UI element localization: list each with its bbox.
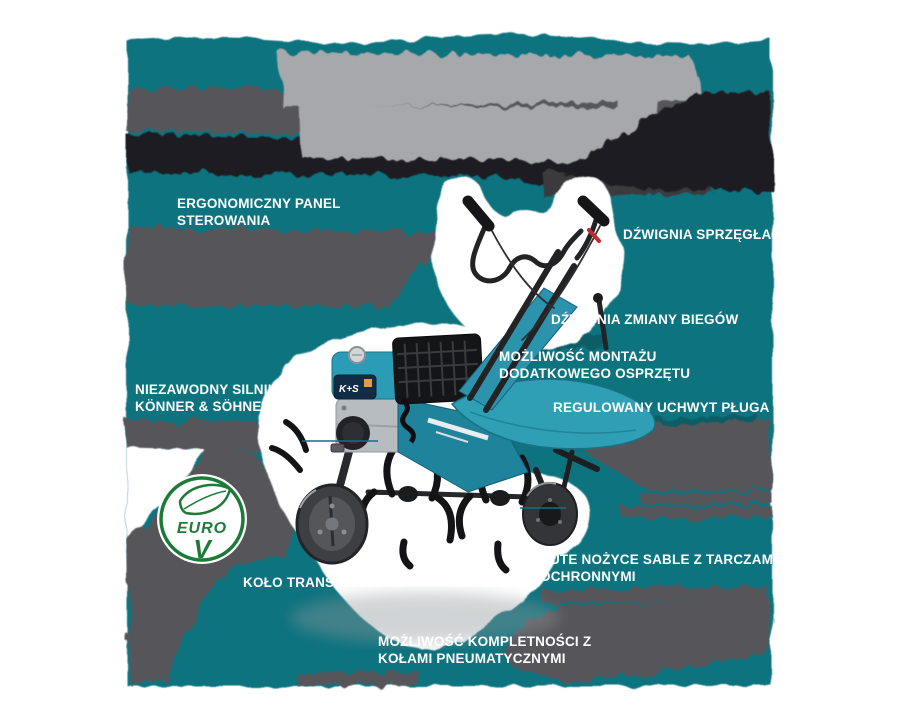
label-line: ERGONOMICZNY PANEL: [177, 196, 341, 211]
label-line: KÖNNER & SÖHNEN: [135, 399, 272, 415]
label-adjustable-plough-handle: [553, 399, 770, 416]
fuel-tank: [332, 347, 402, 399]
label-line: KOŁAMI PNEUMATYCZNYMI: [378, 651, 566, 667]
label-line: REGULOWANY UCHWYT PŁUGA: [553, 400, 770, 415]
label-clutch-lever: [623, 226, 771, 243]
badge-word: EURO: [176, 520, 228, 537]
label-line: DŹWIGNIA SPRZĘGŁA: [623, 227, 772, 242]
protective-disc: [523, 483, 577, 545]
label-line: MOŻLIWOŚĆ KOMPLETNOŚCI Z: [378, 634, 592, 649]
label-gear-shift-lever: [551, 311, 738, 328]
label-forged-sabre-blades: [540, 551, 777, 586]
label-pneumatic-wheels-option: [378, 633, 591, 668]
badge-class: V: [193, 534, 211, 564]
label-line: DODATKOWEGO OSPRZĘTU: [499, 366, 691, 382]
label-transport-wheel: [243, 574, 405, 591]
label-line: KOŁO TRANSPORTOWE: [243, 575, 406, 590]
label-line: KUTE NOŻYCE SABLE Z TARCZAMI: [540, 552, 778, 567]
label-line: MOŻLIWOŚĆ MONTAŻU: [499, 349, 657, 364]
label-line: STEROWANIA: [177, 213, 271, 229]
euro-v-badge: [155, 472, 249, 566]
label-reliable-engine: [135, 381, 327, 416]
label-ergonomic-control-panel: [177, 195, 341, 230]
brand-sticker-text: K+S: [339, 384, 359, 395]
label-line: NIEZAWODNY SILNIK MARKI: [135, 382, 327, 397]
label-attachment-mounting: [499, 348, 690, 383]
label-line: OCHRONNYMI: [540, 569, 636, 585]
label-line: DŹWIGNIA ZMIANY BIEGÓW: [551, 312, 739, 327]
